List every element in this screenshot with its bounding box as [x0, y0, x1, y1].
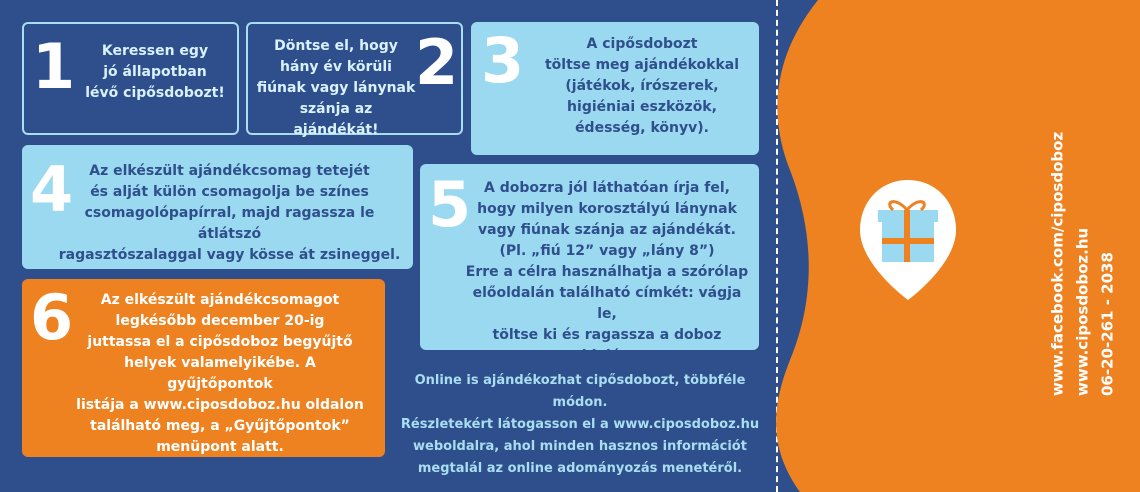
step-6-text: Az elkészült ajándékcsomagot legkésőbb december 20-ig juttassa el a cipősdoboz begyűjtő helyek valamelyikébe. A gyűjtőpontok listája a www.ciposdoboz.hu oldalon található meg, a „Gyűjtőpontok” menüpont alatt. — [76, 292, 364, 455]
contact-info — [1046, 96, 1121, 396]
step-5-text: A dobozra jól láthatóan írja fel, hogy milyen korosztályú lánynak vagy fiúnak szánja az ajándékát. (Pl. „fiú 12” vagy „lány 8”) Erre a célra használhatja a szórólap előoldalán található címkét: vágja le, töltse ki és ragassza a doboz oldalára. — [465, 180, 749, 364]
website-link[interactable]: www.ciposdoboz.hu — [1073, 227, 1092, 396]
online-note: Online is ajándékozhat cipősdobozt, többféle módon. Részletekért látogasson el a www.ciposdoboz.hu weboldalra, ahol minden hasznos információt megtalál az online adományozás menetéről. — [400, 373, 760, 476]
step-4-number: 4 — [30, 153, 74, 226]
step-2-number: 2 — [415, 26, 459, 99]
step-3-number: 3 — [481, 24, 525, 97]
step-3-text: A cipősdobozt töltse meg ajándékokkal (játékok, írószerek, higiéniai eszközök, édesség, könyv). — [544, 36, 740, 136]
phone-number: 06-20-261 - 2038 — [1098, 252, 1117, 396]
step-4-text: Az elkészült ajándékcsomag tetejét és alját külön csomagolja be színes csomagolópapírral, majd ragassza le átlátszó ragasztószalaggal vagy kösse át zsineggel. — [58, 163, 401, 263]
step-5-number: 5 — [428, 168, 472, 241]
step-1-number: 1 — [32, 30, 76, 103]
step-6-number: 6 — [30, 281, 74, 354]
facebook-link[interactable]: www.facebook.com/ciposdoboz — [1048, 131, 1067, 396]
step-1-text: Keressen egy jó állapotban lévő cipősdobozt! — [85, 43, 225, 101]
step-2-text: Döntse el, hogy hány év körüli fiúnak vagy lánynak szánja az ajándékát! — [256, 38, 416, 138]
